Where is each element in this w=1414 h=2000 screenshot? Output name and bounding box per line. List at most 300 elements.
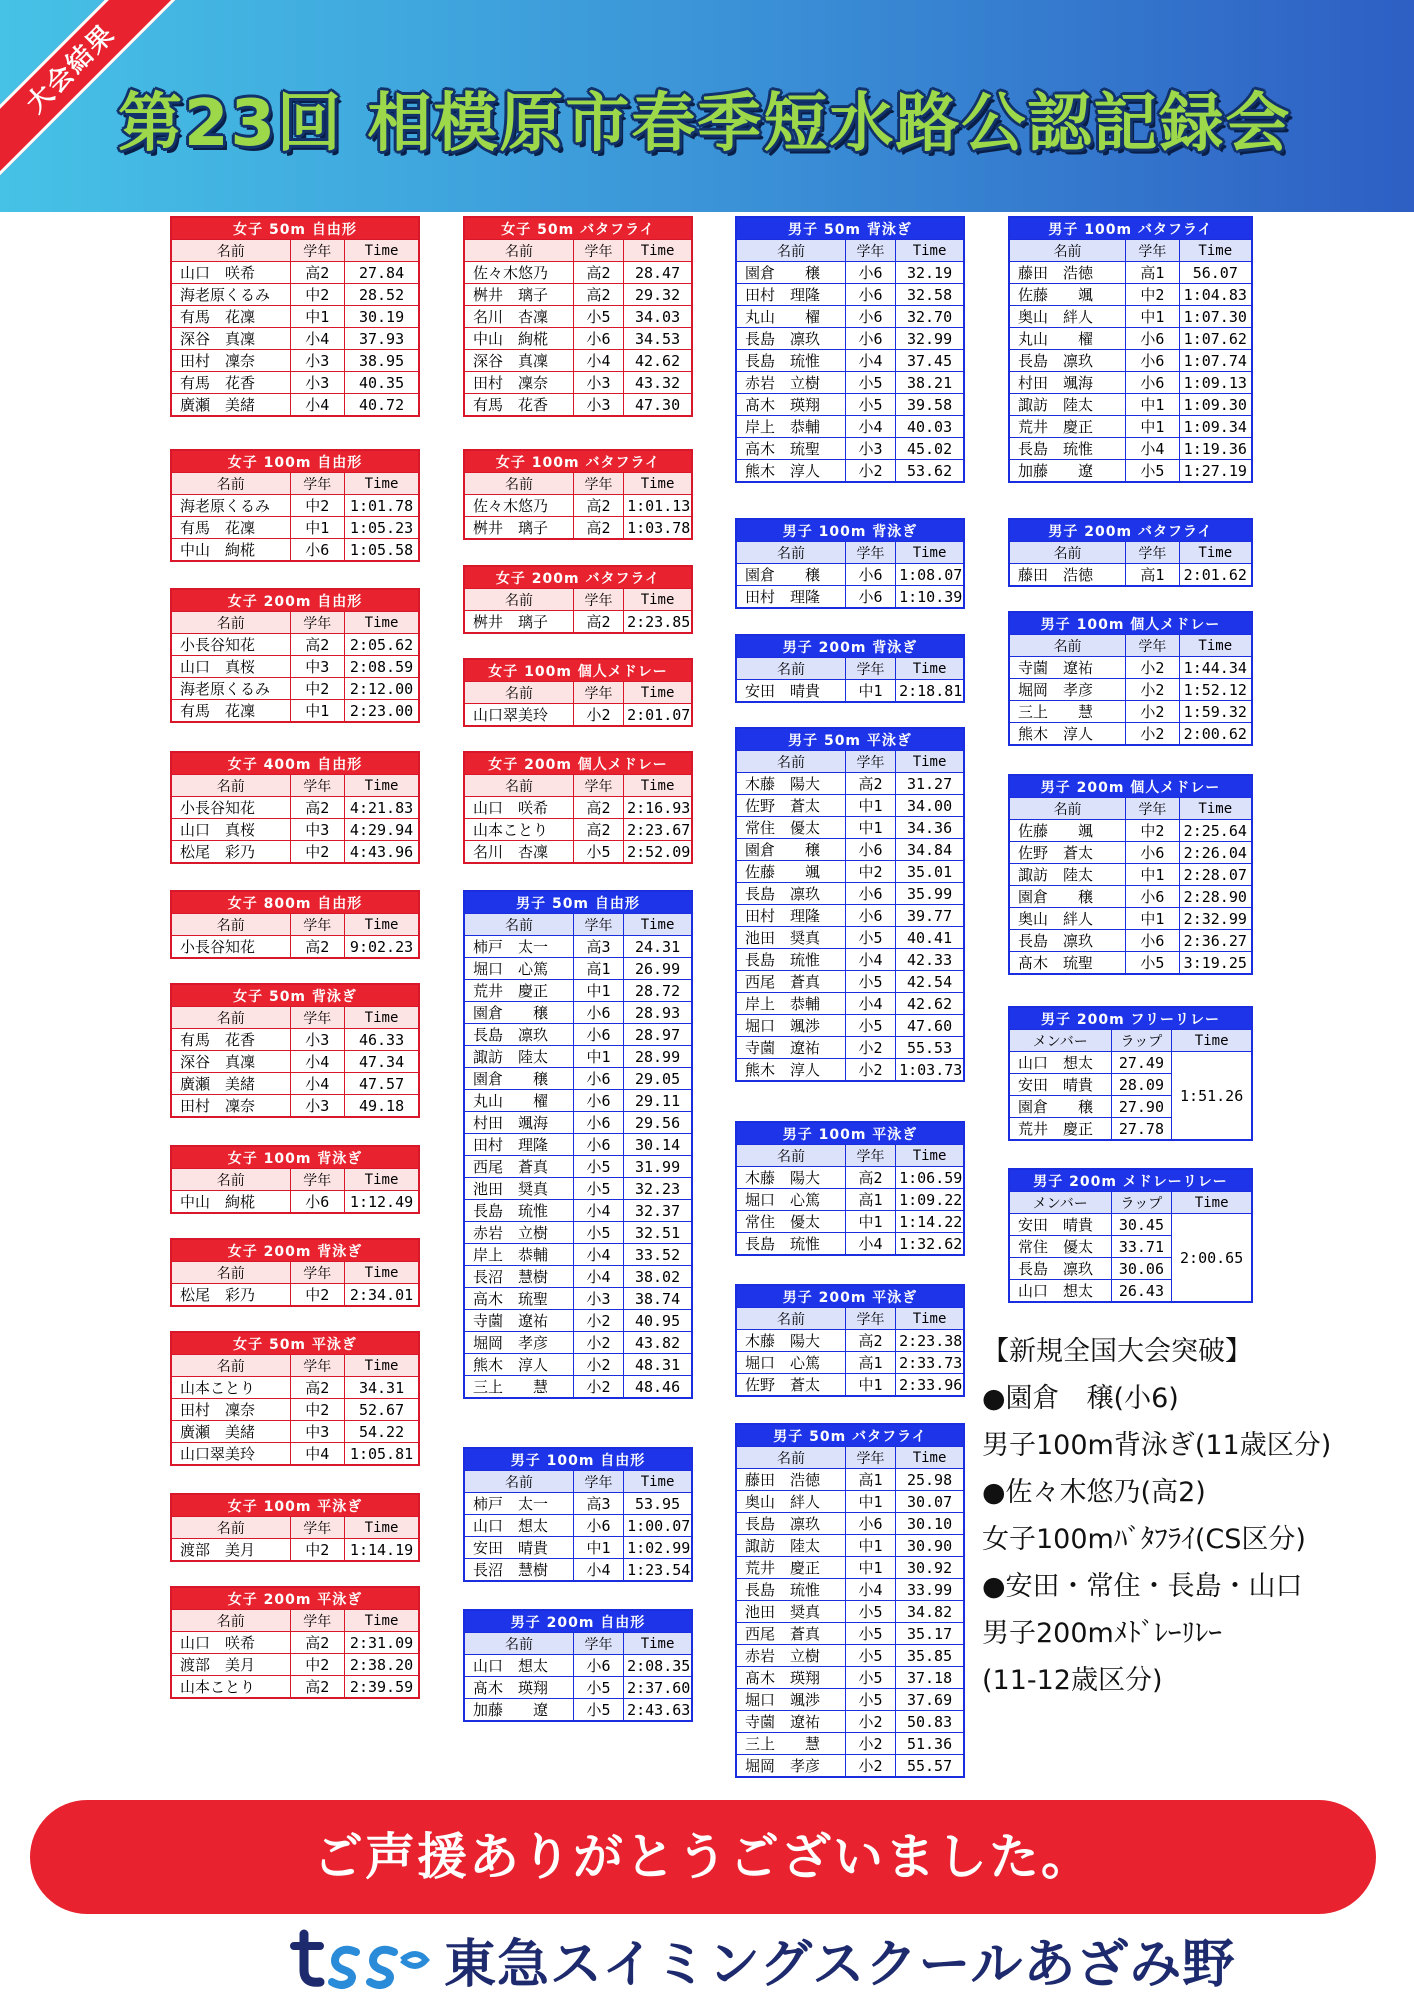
time-cell: 2:01.07 — [624, 704, 692, 727]
column-header: Time — [345, 612, 419, 634]
table-row — [736, 564, 964, 586]
table-row — [1009, 701, 1252, 723]
swimmer-name: 荒井 慶正 — [1009, 1118, 1111, 1141]
grade-cell: 小5 — [573, 1699, 623, 1722]
column-header: Time — [624, 682, 692, 704]
result-table — [735, 216, 965, 483]
time-cell: 29.56 — [624, 1112, 692, 1134]
swimmer-name: 山口 想太 — [1009, 1052, 1111, 1074]
event-title: 男子 50m 自由形 — [464, 891, 692, 914]
time-cell: 52.67 — [345, 1399, 419, 1421]
grade-cell: 中1 — [845, 817, 895, 839]
table-row — [171, 1654, 419, 1676]
time-cell: 1:10.39 — [896, 586, 964, 609]
grade-cell: 高2 — [845, 1330, 895, 1352]
grade-cell: 小4 — [845, 1233, 895, 1256]
grade-cell: 高1 — [1126, 262, 1179, 284]
swimmer-name: 堀口 颯渉 — [736, 1015, 845, 1037]
column-header: 学年 — [845, 1308, 895, 1330]
table-row — [464, 1493, 692, 1515]
swimmer-name: 寺薗 遼祐 — [464, 1310, 573, 1332]
column-header: 学年 — [845, 1145, 895, 1167]
swimmer-name: 長島 凛玖 — [1009, 930, 1126, 952]
grade-cell: 中1 — [290, 306, 345, 328]
swimmer-name: 丸山 櫂 — [736, 306, 845, 328]
column-header: 名前 — [736, 658, 845, 680]
grade-cell: 小2 — [845, 1733, 895, 1755]
result-table — [463, 565, 693, 634]
table-row — [736, 839, 964, 861]
time-cell: 28.99 — [624, 1046, 692, 1068]
table-row — [171, 1284, 419, 1307]
swimmer-name: 桝井 璃子 — [464, 284, 573, 306]
swimmer-name: 長島 琉惟 — [736, 1579, 845, 1601]
result-table — [170, 449, 420, 562]
swimmer-name: 奥山 絆人 — [1009, 908, 1126, 930]
swimmer-name: 山本ことり — [171, 1676, 290, 1699]
grade-cell: 高2 — [290, 262, 345, 284]
event-title: 女子 50m 背泳ぎ — [171, 984, 419, 1007]
grade-cell: 高2 — [290, 1377, 345, 1399]
grade-cell: 小3 — [290, 1029, 345, 1051]
grade-cell: 高2 — [290, 1632, 345, 1654]
column-header: Time — [345, 1355, 419, 1377]
grade-cell: 小2 — [1126, 701, 1179, 723]
grade-cell: 高2 — [573, 517, 623, 540]
column-header: 学年 — [290, 775, 345, 797]
results-ribbon: 大会結果 — [0, 0, 183, 181]
column-header: 名前 — [171, 612, 290, 634]
event-title: 女子 800m 自由形 — [171, 891, 419, 914]
result-table — [170, 751, 420, 864]
grade-cell: 小6 — [845, 1513, 895, 1535]
table-row — [171, 517, 419, 539]
table-row — [464, 1090, 692, 1112]
page-title: 第23回 相模原市春季短水路公認記録会 — [118, 87, 1292, 161]
column-header: Time — [1172, 1192, 1252, 1214]
time-cell: 45.02 — [896, 438, 964, 460]
time-cell: 32.19 — [896, 262, 964, 284]
table-row — [736, 905, 964, 927]
column-header: Time — [345, 1517, 419, 1539]
grade-cell: 小2 — [573, 1310, 623, 1332]
lap-cell: 28.09 — [1111, 1074, 1172, 1096]
time-cell: 1:07.30 — [1179, 306, 1252, 328]
time-cell: 47.34 — [345, 1051, 419, 1073]
time-cell: 2:05.62 — [345, 634, 419, 656]
table-row — [171, 819, 419, 841]
grade-cell: 中1 — [290, 517, 345, 539]
event-title: 女子 100m 個人メドレー — [464, 659, 692, 682]
grade-cell: 中2 — [290, 284, 345, 306]
grade-cell: 中1 — [845, 680, 895, 703]
time-cell: 2:32.99 — [1179, 908, 1252, 930]
grade-cell: 小4 — [290, 1073, 345, 1095]
time-cell: 2:08.35 — [624, 1655, 692, 1677]
swimmer-name: 堀岡 孝彦 — [736, 1755, 845, 1778]
grade-cell: 小4 — [845, 993, 895, 1015]
column-header: 学年 — [290, 240, 345, 262]
result-table — [735, 634, 965, 703]
grade-cell: 高1 — [845, 1469, 895, 1491]
swimmer-name: 小長谷知花 — [171, 936, 290, 959]
table-row — [1009, 1214, 1252, 1236]
time-cell: 34.31 — [345, 1377, 419, 1399]
swimmer-name: 堀口 心篤 — [736, 1189, 845, 1211]
table-row — [1009, 306, 1252, 328]
column-header: Time — [624, 1633, 692, 1655]
column-header: Time — [1179, 240, 1252, 262]
table-row — [736, 883, 964, 905]
swimmer-name: 中山 絢椛 — [171, 1191, 290, 1214]
swimmer-name: 有馬 花凜 — [171, 517, 290, 539]
table-row — [464, 1537, 692, 1559]
column-header: 名前 — [736, 751, 845, 773]
result-table — [1008, 611, 1253, 746]
grade-cell: 小6 — [573, 1024, 623, 1046]
table-row — [1009, 564, 1252, 587]
swimmer-name: 桝井 璃子 — [464, 611, 573, 634]
column-header: 名前 — [464, 1633, 573, 1655]
lap-cell: 27.49 — [1111, 1052, 1172, 1074]
swimmer-name: 堀口 颯渉 — [736, 1689, 845, 1711]
swimmer-name: 長島 凛玖 — [464, 1024, 573, 1046]
time-cell: 1:59.32 — [1179, 701, 1252, 723]
grade-cell: 小6 — [1126, 372, 1179, 394]
time-cell: 30.10 — [896, 1513, 964, 1535]
grade-cell: 中2 — [290, 1539, 345, 1562]
result-table — [735, 1284, 965, 1397]
column-header: 学年 — [290, 1610, 345, 1632]
table-row — [171, 262, 419, 284]
grade-cell: 小3 — [573, 372, 623, 394]
grade-cell: 中1 — [1126, 416, 1179, 438]
event-title: 男子 200m バタフライ — [1009, 519, 1252, 542]
table-row — [736, 993, 964, 1015]
event-title: 女子 200m 自由形 — [171, 589, 419, 612]
grade-cell: 小6 — [845, 284, 895, 306]
table-row — [464, 1046, 692, 1068]
footer-logo — [290, 1918, 1235, 2000]
grade-cell: 中1 — [573, 1046, 623, 1068]
table-row — [171, 306, 419, 328]
grade-cell: 中2 — [845, 861, 895, 883]
table-row — [171, 539, 419, 562]
table-row — [736, 1059, 964, 1082]
grade-cell: 小6 — [290, 1191, 345, 1214]
time-cell: 1:00.07 — [624, 1515, 692, 1537]
swimmer-name: 佐藤 颯 — [736, 861, 845, 883]
school-name: 東急スイミングスクールあざみ野 — [444, 1934, 1236, 1995]
column-header: 名前 — [736, 1308, 845, 1330]
column-header: 名前 — [171, 1517, 290, 1539]
grade-cell: 中1 — [845, 795, 895, 817]
grade-cell: 中1 — [845, 1557, 895, 1579]
time-cell: 28.52 — [345, 284, 419, 306]
swimmer-name: 西尾 蒼真 — [464, 1156, 573, 1178]
swimmer-name: 長沼 慧樹 — [464, 1559, 573, 1582]
time-cell: 1:09.13 — [1179, 372, 1252, 394]
swimmer-name: 三上 慧 — [736, 1733, 845, 1755]
table-row — [171, 1191, 419, 1214]
column-header: Time — [345, 1007, 419, 1029]
swimmer-name: 長島 琉惟 — [1009, 438, 1126, 460]
table-row — [736, 1711, 964, 1733]
time-cell: 39.58 — [896, 394, 964, 416]
table-row — [736, 1189, 964, 1211]
column-header: 名前 — [171, 775, 290, 797]
time-cell: 49.18 — [345, 1095, 419, 1118]
swimmer-name: 丸山 櫂 — [1009, 328, 1126, 350]
time-cell: 2:28.07 — [1179, 864, 1252, 886]
time-cell: 47.30 — [624, 394, 692, 417]
swimmer-name: 池田 奨真 — [736, 1601, 845, 1623]
table-row — [1009, 864, 1252, 886]
table-row — [1009, 1052, 1252, 1074]
table-row — [736, 1491, 964, 1513]
time-cell: 1:03.73 — [896, 1059, 964, 1082]
swimmer-name: 長島 琉惟 — [464, 1200, 573, 1222]
column-header: Time — [624, 240, 692, 262]
column-header: 学年 — [1126, 240, 1179, 262]
table-row — [736, 773, 964, 795]
grade-cell: 小3 — [290, 350, 345, 372]
grade-cell: 中2 — [1126, 820, 1179, 842]
table-row — [464, 1699, 692, 1722]
table-row — [736, 1689, 964, 1711]
time-cell: 2:00.62 — [1179, 723, 1252, 746]
time-cell: 30.92 — [896, 1557, 964, 1579]
grade-cell: 小5 — [573, 1178, 623, 1200]
column-header: 名前 — [464, 1471, 573, 1493]
grade-cell: 中1 — [573, 1537, 623, 1559]
time-cell: 4:21.83 — [345, 797, 419, 819]
column-header: メンバー — [1009, 1192, 1111, 1214]
column-header: 名前 — [464, 775, 573, 797]
table-row — [736, 1601, 964, 1623]
time-cell: 1:06.59 — [896, 1167, 964, 1189]
column-header: 学年 — [573, 1471, 623, 1493]
swimmer-name: 小長谷知花 — [171, 797, 290, 819]
grade-cell: 中1 — [1126, 864, 1179, 886]
swimmer-name: 深谷 真凜 — [464, 350, 573, 372]
time-cell: 55.57 — [896, 1755, 964, 1778]
swimmer-name: 山口 想太 — [464, 1515, 573, 1537]
time-cell: 1:23.54 — [624, 1559, 692, 1582]
column-header: ラップ — [1111, 1030, 1172, 1052]
time-cell: 2:52.09 — [624, 841, 692, 864]
column-header: Time — [1179, 635, 1252, 657]
time-cell: 1:04.83 — [1179, 284, 1252, 306]
swimmer-name: 田村 凜奈 — [171, 1399, 290, 1421]
swimmer-name: 園倉 穣 — [464, 1068, 573, 1090]
time-cell: 38.21 — [896, 372, 964, 394]
swimmer-name: 園倉 穣 — [1009, 1096, 1111, 1118]
event-title: 女子 50m 平泳ぎ — [171, 1332, 419, 1355]
swimmer-name: 柿戸 太一 — [464, 1493, 573, 1515]
swimmer-name: 山口 咲希 — [171, 1632, 290, 1654]
note-line: 男子100m背泳ぎ(11歳区分) — [982, 1430, 1332, 1461]
table-row — [1009, 372, 1252, 394]
swimmer-name: 安田 晴貴 — [464, 1537, 573, 1559]
grade-cell: 小2 — [845, 1059, 895, 1082]
result-table — [170, 1145, 420, 1214]
table-row — [736, 795, 964, 817]
column-header: 名前 — [1009, 798, 1126, 820]
time-cell: 40.41 — [896, 927, 964, 949]
result-table — [170, 1586, 420, 1699]
column-header: 名前 — [1009, 542, 1126, 564]
table-row — [171, 328, 419, 350]
grade-cell: 中1 — [573, 980, 623, 1002]
column-header: 名前 — [171, 1169, 290, 1191]
swimmer-name: 海老原くるみ — [171, 284, 290, 306]
column-header: 名前 — [736, 542, 845, 564]
table-row — [736, 1233, 964, 1256]
table-row — [464, 1354, 692, 1376]
time-cell: 35.17 — [896, 1623, 964, 1645]
column-header: Time — [1172, 1030, 1252, 1052]
column-header: 学年 — [573, 589, 623, 611]
table-row — [464, 1134, 692, 1156]
result-table — [463, 751, 693, 864]
time-cell: 2:16.93 — [624, 797, 692, 819]
time-cell: 56.07 — [1179, 262, 1252, 284]
table-row — [171, 1632, 419, 1654]
result-table — [170, 588, 420, 723]
time-cell: 34.82 — [896, 1601, 964, 1623]
swimmer-name: 常住 優太 — [736, 1211, 845, 1233]
table-row — [171, 1421, 419, 1443]
time-cell: 2:08.59 — [345, 656, 419, 678]
time-cell: 1:01.78 — [345, 495, 419, 517]
column-header: 学年 — [845, 542, 895, 564]
table-row — [464, 980, 692, 1002]
column-header: ラップ — [1111, 1192, 1172, 1214]
time-cell: 43.82 — [624, 1332, 692, 1354]
swimmer-name: 諏訪 陸太 — [1009, 864, 1126, 886]
event-title: 男子 50m バタフライ — [736, 1424, 964, 1447]
time-cell: 1:05.58 — [345, 539, 419, 562]
swimmer-name: 村田 颯海 — [1009, 372, 1126, 394]
table-row — [736, 1667, 964, 1689]
grade-cell: 高2 — [573, 495, 623, 517]
column-header: 名前 — [171, 1007, 290, 1029]
time-cell: 1:44.34 — [1179, 657, 1252, 679]
time-cell: 32.23 — [624, 1178, 692, 1200]
result-table — [170, 216, 420, 417]
column-header: Time — [896, 1308, 964, 1330]
result-table — [170, 890, 420, 959]
event-title: 女子 100m 自由形 — [171, 450, 419, 473]
note-line: ●安田・常住・長島・山口 — [982, 1571, 1303, 1602]
swimmer-name: 田村 理隆 — [464, 1134, 573, 1156]
grade-cell: 小2 — [845, 1755, 895, 1778]
grade-cell: 中3 — [290, 1421, 345, 1443]
column-header: Time — [345, 914, 419, 936]
table-row — [171, 394, 419, 417]
grade-cell: 小5 — [573, 306, 623, 328]
event-title: 男子 200m 平泳ぎ — [736, 1285, 964, 1308]
grade-cell: 小5 — [845, 394, 895, 416]
grade-cell: 高3 — [573, 1493, 623, 1515]
grade-cell: 中2 — [290, 841, 345, 864]
table-row — [736, 262, 964, 284]
swimmer-name: 荒井 慶正 — [736, 1557, 845, 1579]
swimmer-name: 佐藤 颯 — [1009, 820, 1126, 842]
grade-cell: 小5 — [845, 1015, 895, 1037]
time-cell: 35.01 — [896, 861, 964, 883]
event-title: 男子 50m 平泳ぎ — [736, 728, 964, 751]
table-row — [171, 634, 419, 656]
grade-cell: 小5 — [573, 1156, 623, 1178]
swimmer-name: 木藤 陽大 — [736, 1167, 845, 1189]
column-header: Time — [1179, 798, 1252, 820]
grade-cell: 小5 — [1126, 952, 1179, 975]
table-row — [171, 1539, 419, 1562]
swimmer-name: 赤岩 立樹 — [736, 1645, 845, 1667]
grade-cell: 小6 — [1126, 886, 1179, 908]
table-row — [171, 495, 419, 517]
swimmer-name: 髙木 琉聖 — [1009, 952, 1126, 975]
grade-cell: 高1 — [845, 1189, 895, 1211]
time-cell: 50.83 — [896, 1711, 964, 1733]
column-header: 名前 — [736, 1145, 845, 1167]
swimmer-name: 高木 琉聖 — [464, 1288, 573, 1310]
event-title: 男子 100m 個人メドレー — [1009, 612, 1252, 635]
event-title: 男子 100m 平泳ぎ — [736, 1122, 964, 1145]
swimmer-name: 諏訪 陸太 — [464, 1046, 573, 1068]
table-row — [464, 841, 692, 864]
table-row — [171, 678, 419, 700]
column-header: 名前 — [464, 473, 573, 495]
time-cell: 30.14 — [624, 1134, 692, 1156]
grade-cell: 小2 — [573, 1354, 623, 1376]
column-header: Time — [345, 1262, 419, 1284]
column-header: Time — [624, 914, 692, 936]
column-header: Time — [896, 240, 964, 262]
grade-cell: 小6 — [1126, 930, 1179, 952]
grade-cell: 中2 — [290, 1284, 345, 1307]
grade-cell: 高2 — [573, 819, 623, 841]
lap-cell: 27.78 — [1111, 1118, 1172, 1141]
grade-cell: 中1 — [1126, 394, 1179, 416]
time-cell: 2:25.64 — [1179, 820, 1252, 842]
grade-cell: 中1 — [1126, 908, 1179, 930]
swimmer-name: 園倉 穣 — [1009, 886, 1126, 908]
grade-cell: 小5 — [573, 1222, 623, 1244]
result-table — [463, 658, 693, 727]
table-row — [736, 438, 964, 460]
header-band — [0, 0, 1414, 212]
time-cell: 4:29.94 — [345, 819, 419, 841]
table-row — [1009, 679, 1252, 701]
column-header: 名前 — [171, 240, 290, 262]
table-row — [736, 1211, 964, 1233]
swimmer-name: 木藤 陽大 — [736, 1330, 845, 1352]
table-row — [464, 495, 692, 517]
swimmer-name: 山本ことり — [464, 819, 573, 841]
time-cell: 38.95 — [345, 350, 419, 372]
swimmer-name: 深谷 真凜 — [171, 328, 290, 350]
swimmer-name: 熊木 淳人 — [736, 1059, 845, 1082]
table-row — [736, 372, 964, 394]
time-cell: 24.31 — [624, 936, 692, 958]
relay-total-time: 1:51.26 — [1172, 1052, 1252, 1141]
swimmer-name: 桝井 璃子 — [464, 517, 573, 540]
grade-cell: 小4 — [573, 1559, 623, 1582]
table-row — [736, 350, 964, 372]
